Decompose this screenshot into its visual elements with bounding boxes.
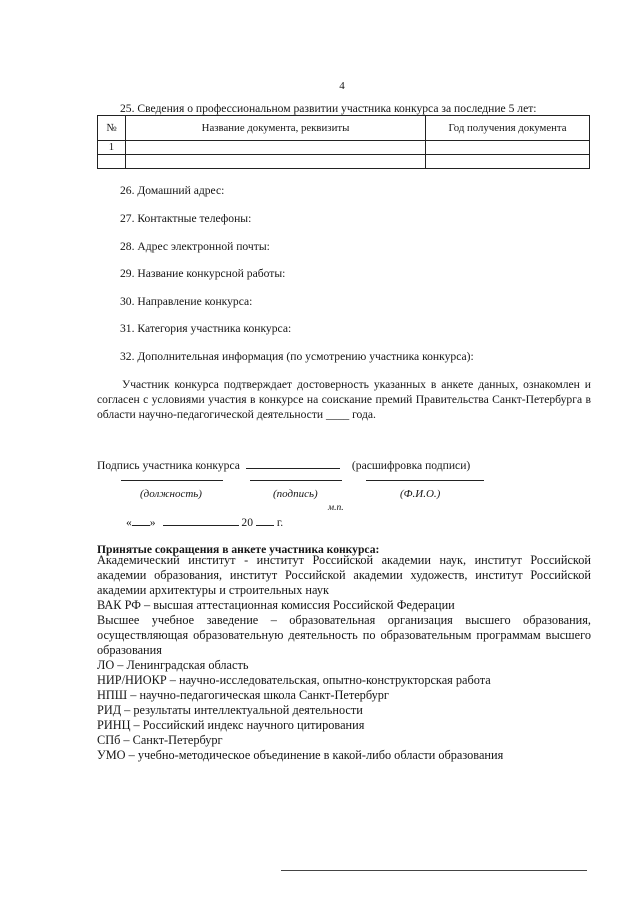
signature-slot-blank[interactable] [250, 480, 342, 481]
abbreviation-item: НПШ – научно-педагогическая школа Санкт-Петербург [97, 688, 389, 702]
name-caption: (Ф.И.О.) [400, 488, 441, 500]
field-additional-info: 32. Дополнительная информация (по усмотрению участника конкурса): [120, 350, 474, 363]
column-header-number: № [98, 116, 126, 141]
signature-line [97, 459, 470, 473]
table-cell[interactable] [98, 155, 126, 169]
position-caption: (должность) [140, 488, 202, 500]
stamp-place: м.п. [328, 503, 344, 513]
table-row [98, 141, 590, 155]
professional-development-table [97, 115, 590, 169]
field-email: 28. Адрес электронной почты: [120, 240, 270, 253]
month-blank[interactable] [163, 525, 239, 526]
page-number: 4 [339, 80, 345, 92]
abbreviations-heading: Принятые сокращения в анкете участника конкурса: [97, 543, 380, 556]
day-blank[interactable] [132, 525, 150, 526]
table-cell[interactable]: 1 [98, 141, 126, 155]
signature-caption: (подпись) [273, 488, 318, 500]
name-blank[interactable] [366, 480, 484, 481]
date-line [126, 516, 283, 530]
signature-blank[interactable] [246, 468, 340, 469]
abbreviation-item: РИНЦ – Российский индекс научного цитирования [97, 718, 365, 732]
column-header-document-name: Название документа, реквизиты [126, 116, 426, 141]
confirmation-paragraph: Участник конкурса подтверждает достоверность указанных в анкете данных, ознакомлен и согласен с условиями участия в конкурсе на соискание премий Правительства Санкт-Петербурга в области научно-педагогической деятельности ____ года. [97, 378, 591, 421]
field-contact-phones: 27. Контактные телефоны: [120, 212, 252, 225]
date-close-quote: » [149, 516, 156, 529]
field-competition-work-title: 29. Название конкурсной работы: [120, 267, 286, 280]
signature-label: Подпись участника конкурса [97, 459, 240, 472]
abbreviation-item: Академический институт - институт Российской академии наук, институт Российской академии образования, институт Российской академии художеств, институт Российской академии архитектуры и строительных наук [97, 553, 591, 597]
table-row [98, 155, 590, 169]
abbreviations-list [97, 553, 591, 763]
abbreviation-item: РИД – результаты интеллектуальной деятельности [97, 703, 363, 717]
table-header-row [98, 116, 590, 141]
field-participant-category: 31. Категория участника конкурса: [120, 322, 292, 335]
abbreviation-item: СПб – Санкт-Петербург [97, 733, 223, 747]
abbreviation-item: Высшее учебное заведение – образовательная организация высшего образования, осуществляющая образовательную деятельность по образовательным программам высшего образования [97, 613, 591, 657]
abbreviation-item: ЛО – Ленинградская область [97, 658, 249, 672]
footer-rule [281, 870, 587, 871]
abbreviation-item: ВАК РФ – высшая аттестационная комиссия Российской Федерации [97, 598, 455, 612]
position-blank[interactable] [121, 480, 223, 481]
date-year: 20 [241, 516, 253, 529]
date-suffix: г. [276, 516, 284, 529]
table-cell[interactable] [426, 155, 590, 169]
table-cell[interactable] [426, 141, 590, 155]
field-home-address: 26. Домашний адрес: [120, 184, 225, 197]
table-cell[interactable] [126, 141, 426, 155]
year-blank[interactable] [256, 525, 274, 526]
abbreviation-item: НИР/НИОКР – научно-исследовательская, опытно-конструкторская работа [97, 673, 491, 687]
signature-decode: (расшифровка подписи) [351, 459, 471, 472]
table-cell[interactable] [126, 155, 426, 169]
abbreviation-item: УМО – учебно-методическое объединение в какой-либо области образования [97, 748, 504, 762]
section-25-title: 25. Сведения о профессиональном развитии участника конкурса за последние 5 лет: [120, 102, 537, 115]
field-competition-direction: 30. Направление конкурса: [120, 295, 253, 308]
date-open-quote: « [126, 516, 132, 529]
column-header-year: Год получения документа [426, 116, 590, 141]
